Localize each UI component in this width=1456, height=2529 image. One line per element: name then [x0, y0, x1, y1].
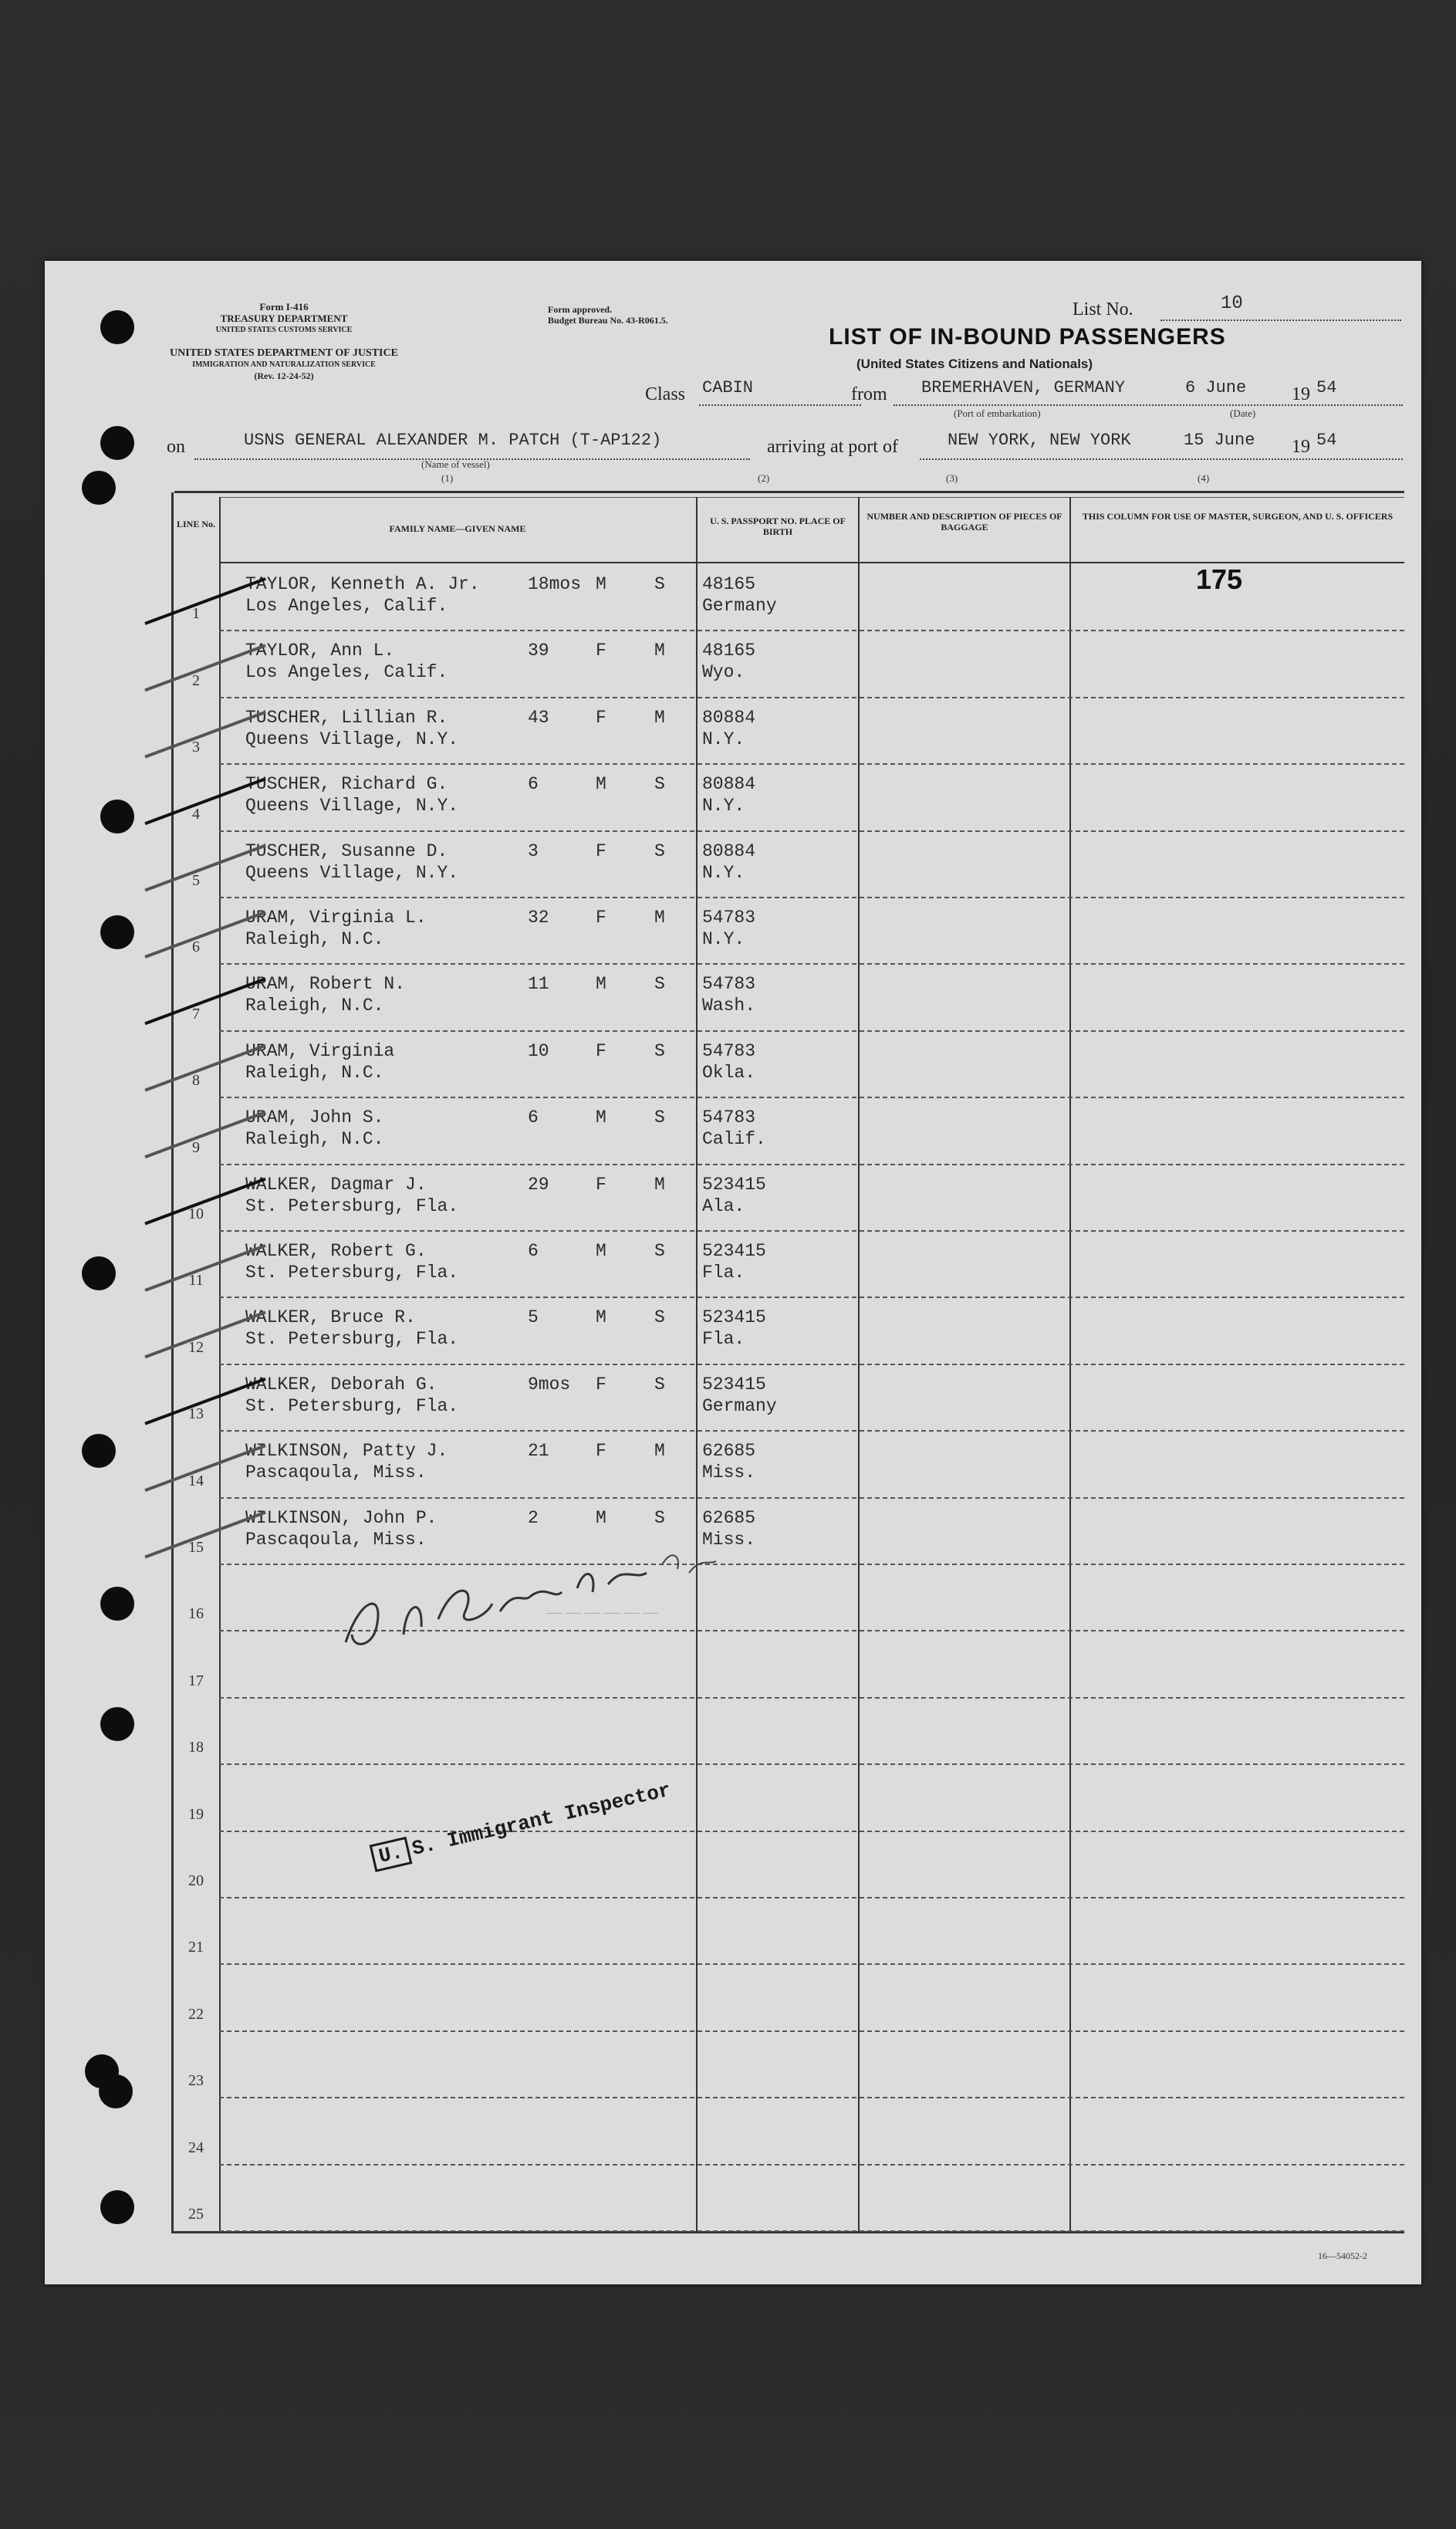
embark-year-prefix: 19	[1292, 384, 1310, 404]
check-mark	[145, 979, 265, 1023]
passport-number: 80884	[702, 774, 756, 795]
check-mark	[145, 579, 265, 624]
passport-number: 523415	[702, 1241, 766, 1261]
line-number: 17	[188, 1672, 204, 1689]
caption-2: (2)	[758, 472, 770, 484]
check-mark	[145, 912, 265, 957]
passenger-age: 21	[528, 1441, 549, 1462]
line-number: 11	[188, 1272, 204, 1290]
place-of-birth: Ala.	[702, 1195, 745, 1216]
line-number: 1	[192, 605, 200, 623]
passenger-name: WALKER, Bruce R.	[245, 1307, 416, 1328]
passenger-name: URAM, Virginia L.	[245, 908, 427, 928]
arrival-year: 54	[1316, 431, 1337, 450]
on-label: on	[167, 437, 185, 457]
form-approved-label: Form approved.	[548, 304, 613, 315]
check-mark	[145, 779, 265, 823]
list-no-value: 10	[1221, 293, 1243, 314]
passenger-address: Raleigh, N.C.	[245, 1129, 384, 1150]
check-mark	[145, 846, 265, 891]
passenger-name: WALKER, Dagmar J.	[245, 1174, 427, 1195]
passenger-marital-status: S	[654, 1307, 665, 1328]
check-mark	[145, 1379, 265, 1424]
passenger-sex: F	[596, 908, 606, 928]
line-number: 19	[188, 1805, 204, 1823]
from-label: from	[851, 384, 887, 404]
treasury-dept-label: TREASURY DEPARTMENT	[220, 313, 348, 324]
passenger-name: WALKER, Deborah G.	[245, 1374, 437, 1395]
line-number: 20	[188, 1872, 204, 1889]
place-of-birth: Wyo.	[702, 662, 745, 683]
check-mark	[145, 1312, 265, 1357]
passport-number: 523415	[702, 1307, 766, 1328]
passenger-age: 5	[528, 1307, 539, 1328]
passenger-marital-status: M	[654, 1174, 665, 1195]
line-number: 15	[188, 1539, 204, 1556]
passenger-sex: F	[596, 707, 606, 728]
passport-number: 54783	[702, 974, 756, 995]
line-number: 14	[188, 1472, 204, 1489]
passenger-age: 6	[528, 1241, 539, 1261]
passenger-address: Raleigh, N.C.	[245, 1062, 384, 1083]
place-of-birth: N.Y.	[702, 796, 745, 817]
passenger-marital-status: S	[654, 1040, 665, 1061]
passport-number: 54783	[702, 1040, 756, 1061]
form-number-label: Form I-416	[259, 301, 309, 313]
passenger-sex: M	[596, 1307, 606, 1328]
revision-label: (Rev. 12-24-52)	[254, 370, 314, 381]
passenger-sex: F	[596, 840, 606, 861]
place-of-birth: Fla.	[702, 1329, 745, 1350]
passenger-age: 11	[528, 974, 549, 995]
passenger-marital-status: S	[654, 974, 665, 995]
check-mark	[145, 645, 265, 690]
line-number: 24	[188, 2138, 204, 2156]
passenger-marital-status: M	[654, 707, 665, 728]
check-mark	[145, 1112, 265, 1157]
place-of-birth: N.Y.	[702, 929, 745, 949]
place-of-birth: Miss.	[702, 1529, 756, 1550]
arrival-port: NEW YORK, NEW YORK	[948, 431, 1131, 450]
line-number: 25	[188, 2206, 204, 2223]
check-mark	[145, 1246, 265, 1290]
line-number: 4	[192, 805, 200, 823]
passenger-sex: M	[596, 574, 606, 594]
check-mark	[145, 1445, 265, 1490]
stamp-box: U.	[370, 1837, 413, 1872]
class-value: CABIN	[702, 378, 754, 397]
check-mark	[145, 1179, 265, 1224]
place-of-birth: Miss.	[702, 1462, 756, 1483]
passenger-sex: F	[596, 1040, 606, 1061]
passenger-age: 32	[528, 908, 549, 928]
passenger-sex: F	[596, 1374, 606, 1395]
check-marks	[45, 261, 1421, 2284]
stamp-text: S. Immigrant Inspector	[410, 1778, 674, 1861]
passport-number: 80884	[702, 840, 756, 861]
passenger-name: WALKER, Robert G.	[245, 1241, 427, 1261]
caption-1: (1)	[441, 472, 454, 484]
passenger-address: Los Angeles, Calif.	[245, 662, 448, 683]
passenger-age: 29	[528, 1174, 549, 1195]
date-caption: (Date)	[1230, 407, 1256, 419]
col-header-officers: THIS COLUMN FOR USE OF MASTER, SURGEON, AND U. S. OFFICERS	[1082, 511, 1394, 522]
line-number: 9	[192, 1138, 200, 1156]
passenger-marital-status: S	[654, 1507, 665, 1528]
passport-number: 48165	[702, 641, 756, 661]
caption-3: (3)	[946, 472, 958, 484]
passenger-marital-status: S	[654, 840, 665, 861]
customs-service-label: UNITED STATES CUSTOMS SERVICE	[215, 326, 353, 334]
caption-4: (4)	[1198, 472, 1210, 484]
line-number: 7	[192, 1005, 200, 1023]
check-mark	[145, 1513, 265, 1557]
arrival-date: 15 June	[1184, 431, 1255, 450]
passenger-age: 43	[528, 707, 549, 728]
col-header-line-no: LINE No.	[176, 519, 215, 529]
line-number: 10	[188, 1205, 204, 1222]
form-print-number: 16—54052-2	[1318, 2250, 1367, 2261]
passenger-name: TUSCHER, Richard G.	[245, 774, 448, 795]
line-number: 5	[192, 872, 200, 889]
passenger-age: 9mos	[528, 1374, 571, 1395]
passport-number: 523415	[702, 1174, 766, 1195]
line-number: 3	[192, 739, 200, 756]
passenger-sex: M	[596, 1507, 606, 1528]
line-number: 13	[188, 1405, 204, 1423]
officer-count: 175	[1196, 563, 1243, 595]
bleed-through-text: — — — — — —	[546, 1604, 658, 1621]
line-number: 2	[192, 671, 200, 689]
arrival-year-prefix: 19	[1292, 437, 1310, 457]
check-mark	[145, 712, 265, 757]
place-of-birth: Wash.	[702, 996, 756, 1016]
passenger-address: Pascaqoula, Miss.	[245, 1529, 427, 1550]
passenger-marital-status: M	[654, 1441, 665, 1462]
place-of-birth: N.Y.	[702, 862, 745, 883]
passenger-sex: F	[596, 641, 606, 661]
passenger-name: TUSCHER, Susanne D.	[245, 840, 448, 861]
line-number: 8	[192, 1072, 200, 1090]
passenger-marital-status: M	[654, 908, 665, 928]
passenger-age: 6	[528, 774, 539, 795]
place-of-birth: Okla.	[702, 1062, 756, 1083]
passenger-address: Queens Village, N.Y.	[245, 729, 459, 749]
passenger-name: TAYLOR, Ann L.	[245, 641, 395, 661]
passenger-address: St. Petersburg, Fla.	[245, 1263, 459, 1283]
passenger-marital-status: S	[654, 1241, 665, 1261]
passenger-sex: M	[596, 774, 606, 795]
passport-number: 54783	[702, 1107, 756, 1128]
line-number: 6	[192, 938, 200, 956]
place-of-birth: N.Y.	[702, 729, 745, 749]
passport-number: 54783	[702, 908, 756, 928]
col-header-baggage: NUMBER AND DESCRIPTION OF PIECES OF BAGGAGE	[867, 511, 1062, 533]
line-number: 22	[188, 2005, 204, 2023]
passenger-name: WILKINSON, Patty J.	[245, 1441, 448, 1462]
doj-label: UNITED STATES DEPARTMENT OF JUSTICE	[170, 347, 398, 359]
passenger-name: TAYLOR, Kenneth A. Jr.	[245, 574, 480, 594]
passport-number: 80884	[702, 707, 756, 728]
embark-port: BREMERHAVEN, GERMANY	[921, 378, 1126, 397]
passenger-age: 2	[528, 1507, 539, 1528]
line-number: 23	[188, 2072, 204, 2090]
line-number: 12	[188, 1338, 204, 1356]
arriving-label: arriving at port of	[767, 437, 898, 457]
passenger-marital-status: S	[654, 774, 665, 795]
embark-year: 54	[1316, 378, 1337, 397]
class-label: Class	[645, 384, 686, 404]
passenger-address: Raleigh, N.C.	[245, 996, 384, 1016]
passenger-address: St. Petersburg, Fla.	[245, 1329, 459, 1350]
port-caption: (Port of embarkation)	[954, 407, 1041, 419]
passenger-name: URAM, John S.	[245, 1107, 384, 1128]
passenger-sex: F	[596, 1441, 606, 1462]
page-subtitle: (United States Citizens and Nationals)	[856, 357, 1093, 371]
passenger-marital-status: S	[654, 574, 665, 594]
place-of-birth: Germany	[702, 596, 777, 616]
list-no-label: List No.	[1073, 299, 1133, 320]
col-header-name: FAMILY NAME—GIVEN NAME	[389, 523, 526, 534]
passenger-address: Pascaqoula, Miss.	[245, 1462, 427, 1483]
passenger-address: Los Angeles, Calif.	[245, 596, 448, 616]
passenger-sex: M	[596, 1107, 606, 1128]
passenger-age: 3	[528, 840, 539, 861]
passenger-age: 18mos	[528, 574, 582, 594]
passenger-age: 39	[528, 641, 549, 661]
passenger-marital-status: S	[654, 1374, 665, 1395]
budget-bureau-label: Budget Bureau No. 43-R061.5.	[548, 315, 668, 326]
passenger-address: St. Petersburg, Fla.	[245, 1395, 459, 1416]
passport-number: 48165	[702, 574, 756, 594]
passenger-name: TUSCHER, Lillian R.	[245, 707, 448, 728]
passenger-name: URAM, Robert N.	[245, 974, 406, 995]
place-of-birth: Calif.	[702, 1129, 766, 1150]
passenger-address: St. Petersburg, Fla.	[245, 1195, 459, 1216]
check-mark	[145, 1046, 265, 1090]
place-of-birth: Germany	[702, 1395, 777, 1416]
passenger-name: WILKINSON, John P.	[245, 1507, 437, 1528]
line-number: 21	[188, 1939, 204, 1956]
page-title: LIST OF IN-BOUND PASSENGERS	[829, 324, 1226, 350]
passenger-address: Queens Village, N.Y.	[245, 862, 459, 883]
passenger-list-sheet	[45, 261, 1421, 2284]
passenger-address: Queens Village, N.Y.	[245, 796, 459, 817]
passenger-marital-status: S	[654, 1107, 665, 1128]
passenger-sex: F	[596, 1174, 606, 1195]
line-number: 18	[188, 1739, 204, 1756]
col-header-passport: U. S. PASSPORT NO. PLACE OF BIRTH	[710, 516, 846, 537]
passenger-sex: M	[596, 974, 606, 995]
ins-label: IMMIGRATION AND NATURALIZATION SERVICE	[192, 360, 376, 369]
passenger-sex: M	[596, 1241, 606, 1261]
passport-number: 523415	[702, 1374, 766, 1395]
passenger-marital-status: M	[654, 641, 665, 661]
line-number: 16	[188, 1605, 204, 1623]
vessel-caption: (Name of vessel)	[421, 458, 490, 470]
passenger-age: 10	[528, 1040, 549, 1061]
passenger-age: 6	[528, 1107, 539, 1128]
passenger-name: URAM, Virginia	[245, 1040, 395, 1061]
vessel-name: USNS GENERAL ALEXANDER M. PATCH (T-AP122)	[244, 431, 662, 450]
passport-number: 62685	[702, 1507, 756, 1528]
place-of-birth: Fla.	[702, 1263, 745, 1283]
embark-date: 6 June	[1185, 378, 1247, 397]
passenger-address: Raleigh, N.C.	[245, 929, 384, 949]
passport-number: 62685	[702, 1441, 756, 1462]
